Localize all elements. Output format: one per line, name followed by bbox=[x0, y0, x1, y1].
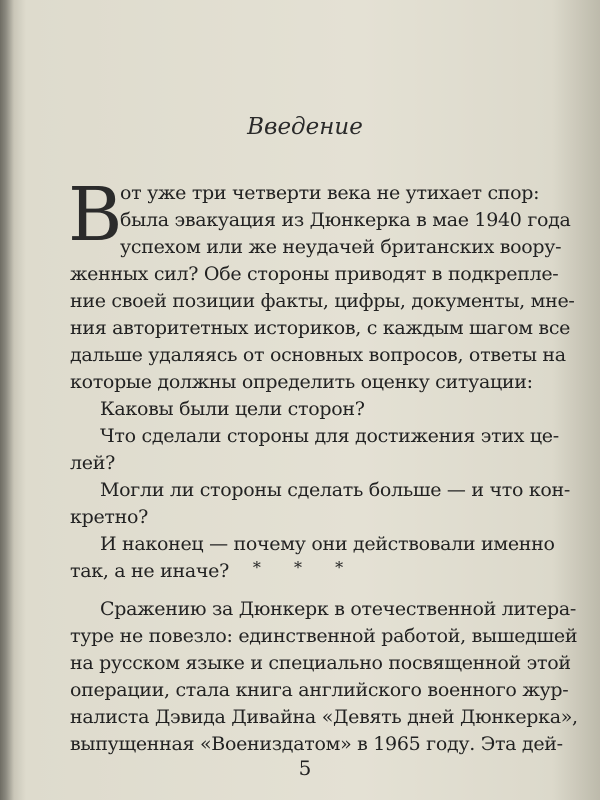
intro-paragraph bbox=[68, 172, 575, 585]
text-line: ние своей позиции факты, цифры, документы, мне- bbox=[70, 290, 575, 312]
second-section-paragraph bbox=[70, 596, 578, 758]
page-number: 5 bbox=[298, 756, 312, 780]
question-line: Каковы были цели сторон? bbox=[100, 398, 365, 420]
text-line: успехом или же неудачей британских воору- bbox=[120, 236, 562, 258]
text-line: Сражению за Дюнкерк в отечественной литера- bbox=[100, 598, 577, 620]
text-line: туре не повезло: единственной работой, вышедшей bbox=[70, 625, 578, 647]
drop-cap: В bbox=[68, 172, 123, 258]
question-line: И наконец — почему они действовали именно bbox=[100, 533, 555, 555]
text-line: дальше удаляясь от основных вопросов, ответы на bbox=[70, 344, 566, 366]
text-line: от уже три четверти века не утихает спор: bbox=[120, 182, 540, 204]
question-line: Что сделали стороны для достижения этих це- bbox=[100, 425, 559, 447]
question-line: лей? bbox=[70, 452, 115, 474]
text-line: была эвакуация из Дюнкерка в мае 1940 года bbox=[120, 209, 571, 231]
question-line: кретно? bbox=[70, 506, 148, 528]
text-line: на русском языке и специально посвященной этой bbox=[70, 652, 571, 674]
text-line: налиста Дэвида Дивайна «Девять дней Дюнкерка», bbox=[70, 706, 578, 728]
question-line: так, а не иначе? bbox=[70, 560, 229, 582]
text-line: выпущенная «Воениздатом» в 1965 году. Эта дей- bbox=[70, 733, 563, 755]
question-line: Могли ли стороны сделать больше — и что кон- bbox=[100, 479, 571, 501]
text-line: женных сил? Обе стороны приводят в подкрепле- bbox=[70, 263, 559, 285]
text-line: операции, стала книга английского военного жур- bbox=[70, 679, 569, 701]
text-line: которые должны определить оценку ситуации: bbox=[70, 371, 533, 393]
text-line: ния авторитетных историков, с каждым шагом все bbox=[70, 317, 571, 339]
chapter-heading: Введение bbox=[247, 114, 363, 140]
book-page bbox=[68, 0, 578, 800]
section-separator: * * * bbox=[252, 558, 358, 577]
